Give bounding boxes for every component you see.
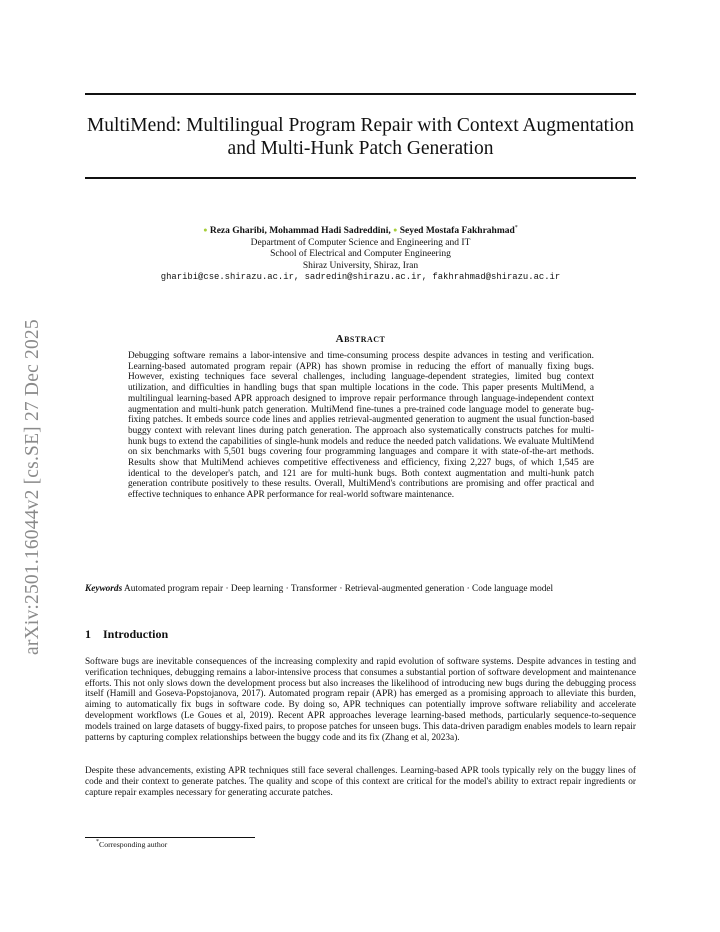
footnote <box>96 839 167 849</box>
footnote-text: Corresponding author <box>99 840 168 849</box>
abstract-text: Debugging software remains a labor-intensive and time-consuming process despite advances in testing and verification. Learning-based automated program repair (APR) has shown promise in reducing the effort of manually fixing bugs. However, existing techniques face several challenges, including language-dependent strategies, limited bug context utilization, and difficulties in handling bugs that span multiple locations in the code. This paper presents MultiMend, a multilingual learning-based APR approach designed to improve repair performance through language-independent context augmentation and multi-hunk patch generation. MultiMend fine-tunes a pre-trained code language model to generate bug-fixing patches. It embeds source code lines and applies retrieval-augmented generation to augment the usual function-based buggy context with relevant lines during patch generation. The approach also systematically constructs patches for multi-hunk bugs to extend the capabilities of single-hunk models and reduce the needed patch validations. We evaluate MultiMend on six benchmarks with 5,501 bugs covering four programming languages and compare it with state-of-the-art methods. Results show that MultiMend achieves competitive effectiveness and efficiency, fixing 2,227 bugs, of which 1,545 are identical to the developer's patch, and 121 are for multi-hunk bugs. Both context augmentation and multi-hunk patch generation contribute positively to these results. Overall, MultiMend's contributions are promising and offer practical and effective techniques to enhance APR performance for real-world software maintenance. <box>128 351 594 501</box>
abstract-heading: Abstract <box>335 333 386 345</box>
author-emails[interactable]: gharibi@cse.shirazu.ac.ir, sadredin@shirazu.ac.ir, fakhrahmad@shirazu.ac.ir <box>160 272 561 282</box>
intro-paragraph-2: Despite these advancements, existing APR techniques still face several challenges. Learning-based APR tools typically rely on the buggy lines of code and their context to generate patches. The quality and scope of this context are critical for the model's ability to extract repair ingredients or capture repair examples necessary for generating accurate patches. <box>85 766 636 798</box>
footnote-rule <box>85 837 255 838</box>
arxiv-side-stamp: arXiv:2501.16044v2 [cs.SE] 27 Dec 2025 <box>22 319 43 655</box>
paper-title: MultiMend: Multilingual Program Repair with Context Augmentation and Multi-Hunk Patch Generation <box>86 115 635 159</box>
affiliation-university: Shiraz University, Shiraz, Iran <box>302 260 419 271</box>
orcid-icon[interactable]: ● <box>203 226 208 234</box>
corresponding-mark: * <box>514 225 518 231</box>
section-title: Introduction <box>103 627 169 641</box>
section-heading <box>85 627 168 642</box>
title-bottom-rule <box>85 177 636 179</box>
footnote-mark: * <box>96 839 99 845</box>
keywords-text: Automated program repair · Deep learning · Transformer · Retrieval-augmented generation · Code language model <box>124 584 554 594</box>
author-names-1: Reza Gharibi, Mohammad Hadi Sadreddini, <box>209 226 391 236</box>
intro-paragraph-1: Software bugs are inevitable consequences of the increasing complexity and rapid evolution of software systems. Despite advances in testing and verification techniques, debugging remains a labor-intensive process that consumes a substantial portion of software development and maintenance efforts. This not only slows down the development process but also increases the likelihood of introducing new bugs during the debugging process itself (Hamill and Goseva-Popstojanova, 2017). Automated program repair (APR) has emerged as a promising approach to alleviate this burden, aiming to automatically fix bugs in software code. By doing so, APR techniques can potentially improve software reliability and accelerate development workflows (Le Goues et al, 2019). Recent APR approaches leverage learning-based methods, particularly sequence-to-sequence models trained on large datasets of buggy-fixed pairs, to propose patches for unseen bugs. This data-driven paradigm enables models to learn repair patterns by capturing complex relationships between the buggy code and its fix (Zhang et al, 2023a). <box>85 657 636 743</box>
orcid-icon[interactable]: ● <box>393 226 398 234</box>
keywords-label: Keywords <box>85 584 123 594</box>
section-number: 1 <box>85 627 91 641</box>
author-names-2: Seyed Mostafa Fakhrahmad <box>399 226 515 236</box>
affiliation-school: School of Electrical and Computer Engineering <box>270 249 451 259</box>
author-block <box>85 223 636 284</box>
keywords <box>85 584 636 595</box>
title-top-rule <box>85 93 636 95</box>
affiliation-department: Department of Computer Science and Engineering and IT <box>250 237 471 248</box>
author-names <box>85 223 636 238</box>
